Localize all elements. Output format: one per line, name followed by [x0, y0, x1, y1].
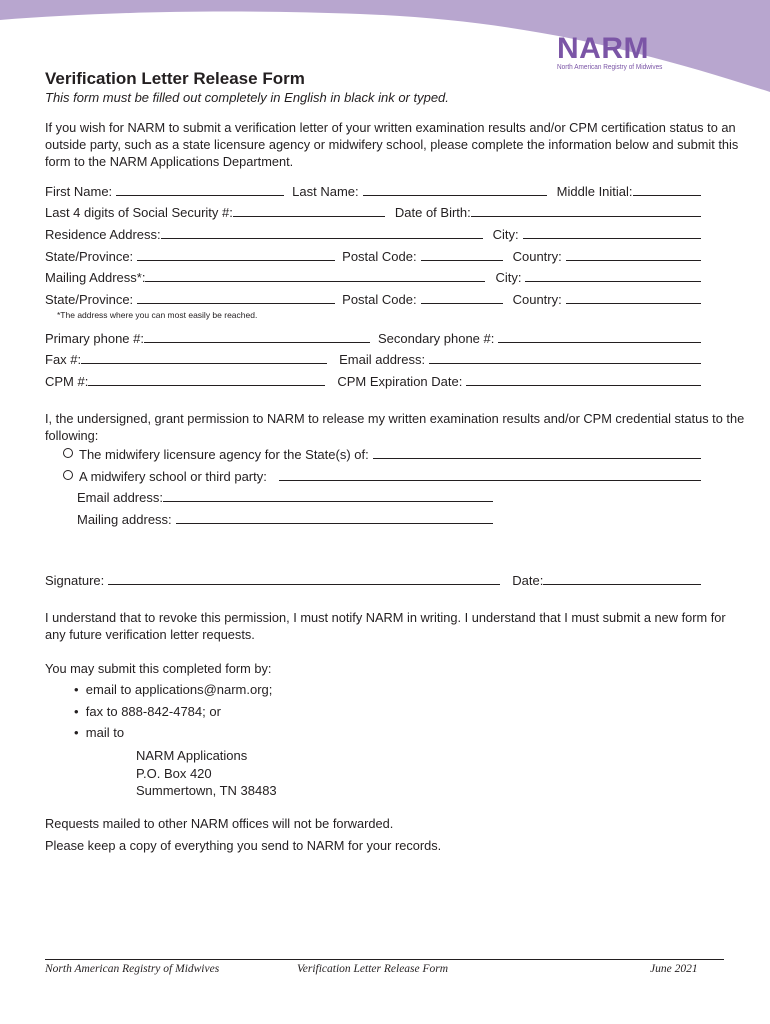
first-name-label: First Name: [45, 184, 113, 199]
mailing-country-label: Country: [512, 292, 562, 307]
option-state-agency-row [63, 444, 701, 462]
city-label: City: [492, 227, 519, 242]
revoke-paragraph: I understand that to revoke this permission, I must notify NARM in writing. I understand that I must submit a new form for any future verification letter requests. [45, 610, 726, 642]
footer-divider [45, 959, 724, 960]
residence-address-field[interactable] [161, 238, 483, 239]
school-field[interactable] [279, 480, 701, 481]
country-label: Country: [512, 249, 562, 264]
address-footnote: *The address where you can most easily be reached. [57, 310, 258, 320]
first-name-field[interactable] [116, 195, 284, 196]
closing-line-1: Requests mailed to other NARM offices will not be forwarded. [45, 816, 394, 831]
mailing-row [45, 267, 701, 285]
address-line-3: Summertown, TN 38483 [136, 783, 277, 798]
closing-line-2: Please keep a copy of everything you send to NARM for your records. [45, 838, 442, 853]
cpm-number-label: CPM #: [45, 374, 89, 389]
form-subtitle: This form must be filled out completely in English in black ink or typed. [45, 90, 449, 105]
mailing-postal-code-field[interactable] [421, 303, 503, 304]
submit-method-mail: • mail to [74, 725, 125, 740]
cpm-expiration-label: CPM Expiration Date: [337, 374, 463, 389]
third-party-mailing-field[interactable] [176, 523, 493, 524]
dob-field[interactable] [471, 216, 701, 217]
cpm-expiration-field[interactable] [466, 385, 701, 386]
state-agency-checkbox[interactable] [63, 448, 73, 458]
middle-initial-field[interactable] [633, 195, 701, 196]
last-name-label: Last Name: [292, 184, 359, 199]
residence-row [45, 224, 701, 242]
third-party-email-label: Email address: [77, 490, 163, 505]
postal-code-label: Postal Code: [342, 249, 417, 264]
secondary-phone-field[interactable] [498, 342, 701, 343]
state-agency-label: The midwifery licensure agency for the State(s) of: [79, 447, 369, 462]
secondary-phone-label: Secondary phone #: [378, 331, 495, 346]
mailing-city-field[interactable] [525, 281, 701, 282]
permission-paragraph: I, the undersigned, grant permission to NARM to release my written examination results and/or CPM credential status to the following: [45, 411, 745, 443]
cpm-number-field[interactable] [88, 385, 325, 386]
logo-subtitle: North American Registry of Midwives [557, 62, 663, 71]
state-field[interactable] [137, 260, 335, 261]
submit-fax-text: fax to 888-842-4784; or [85, 704, 221, 719]
name-row [45, 181, 701, 199]
country-field[interactable] [566, 260, 701, 261]
primary-phone-label: Primary phone #: [45, 331, 144, 346]
footer-form-name: Verification Letter Release Form [297, 963, 449, 975]
fax-label: Fax #: [45, 352, 82, 367]
third-party-mailing-row [77, 509, 493, 527]
residence-address-label: Residence Address: [45, 227, 161, 242]
option-school-row [63, 466, 701, 484]
signature-date-field[interactable] [543, 584, 701, 585]
address-line-1: NARM Applications [136, 748, 248, 763]
cpm-row [45, 371, 701, 389]
ssn-dob-row [45, 202, 701, 220]
city-field[interactable] [523, 238, 701, 239]
last-name-field[interactable] [363, 195, 547, 196]
email-field[interactable] [429, 363, 701, 364]
submit-mail-text: mail to [85, 725, 125, 740]
form-title: Verification Letter Release Form [45, 69, 305, 88]
state-row-1 [45, 246, 701, 264]
narm-logo [557, 34, 680, 71]
postal-code-field[interactable] [421, 260, 503, 261]
submit-intro: You may submit this completed form by: [45, 661, 272, 676]
state-row-2 [45, 289, 701, 307]
signature-label: Signature: [45, 573, 105, 588]
mailing-country-field[interactable] [566, 303, 701, 304]
third-party-email-row [77, 487, 493, 505]
ssn-label: Last 4 digits of Social Security #: [45, 205, 233, 220]
footer-org: North American Registry of Midwives [45, 963, 220, 975]
third-party-mailing-label: Mailing address: [77, 512, 172, 527]
mailing-address-label: Mailing Address*: [45, 270, 146, 285]
school-label: A midwifery school or third party: [79, 469, 267, 484]
primary-phone-field[interactable] [144, 342, 370, 343]
middle-initial-label: Middle Initial: [556, 184, 633, 199]
mailing-address-block [136, 747, 277, 800]
signature-field[interactable] [108, 584, 500, 585]
school-checkbox[interactable] [63, 470, 73, 480]
dob-label: Date of Birth: [394, 205, 471, 220]
mailing-city-label: City: [495, 270, 522, 285]
ssn-field[interactable] [233, 216, 385, 217]
logo-wordmark: NARM [557, 32, 649, 65]
submit-method-email: • email to applications@narm.org; [74, 682, 273, 697]
fax-email-row [45, 349, 701, 367]
signature-date-label: Date: [512, 573, 544, 588]
submit-email-text: email to applications@narm.org; [85, 682, 273, 697]
signature-row [45, 570, 701, 588]
phone-row [45, 328, 701, 346]
footer-date: June 2021 [650, 963, 698, 975]
intro-paragraph: If you wish for NARM to submit a verification letter of your written examination results and/or CPM certification status to an outside party, such as a state licensure agency or midwifery school, please complete the information below and submit this form to the NARM Applications Department. [45, 120, 739, 169]
state-label: State/Province: [45, 249, 134, 264]
fax-field[interactable] [81, 363, 327, 364]
mailing-address-field[interactable] [145, 281, 485, 282]
address-line-2: P.O. Box 420 [136, 765, 212, 781]
email-label: Email address: [339, 352, 426, 367]
mailing-postal-code-label: Postal Code: [342, 292, 417, 307]
mailing-state-field[interactable] [137, 303, 335, 304]
submit-method-fax: • fax to 888-842-4784; or [74, 704, 221, 719]
mailing-state-label: State/Province: [45, 292, 134, 307]
state-agency-field[interactable] [373, 458, 701, 459]
third-party-email-field[interactable] [163, 501, 493, 502]
